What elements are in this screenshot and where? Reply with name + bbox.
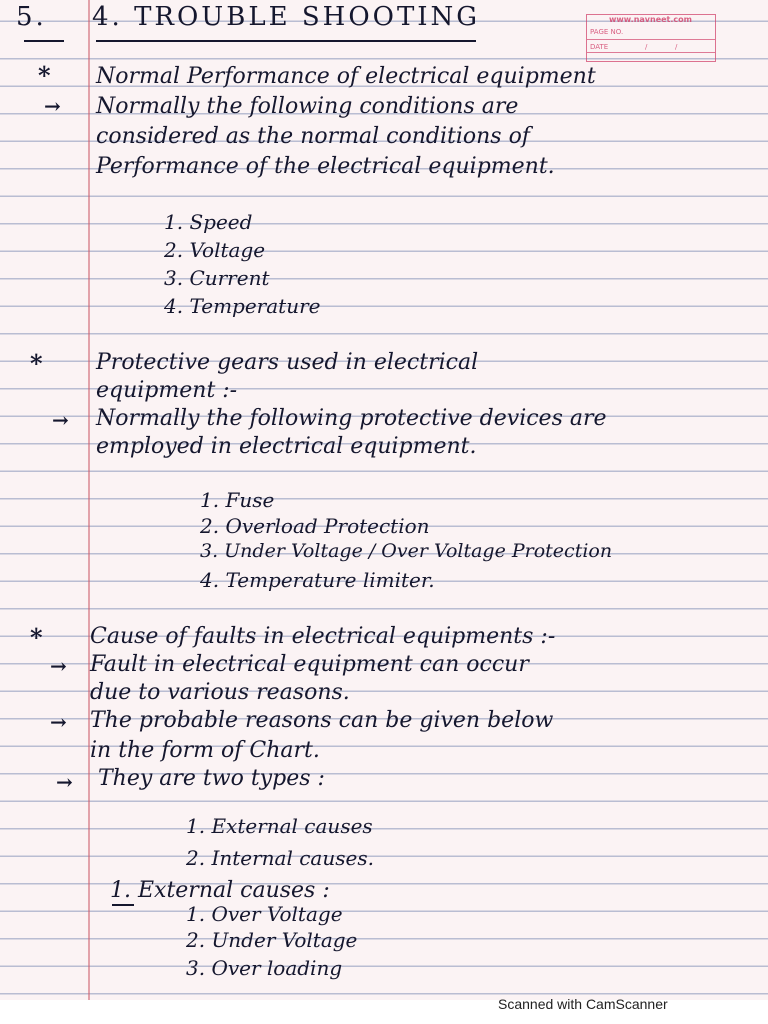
- section1-line-3: Performance of the electrical equipment.: [96, 154, 555, 179]
- arrow-bullet: →: [50, 710, 67, 734]
- section4-title: 1. External causes :: [110, 878, 330, 903]
- section2-item-4: 4. Temperature limiter.: [200, 568, 435, 592]
- stamp-page-no-label: PAGE NO.: [590, 28, 624, 36]
- section2-line-2: employed in electrical equipment.: [96, 434, 477, 459]
- arrow-bullet: →: [52, 408, 69, 432]
- section2-line-1: Normally the following protective devices are: [96, 406, 607, 431]
- section3-title: Cause of faults in electrical equipments :-: [90, 624, 556, 649]
- section4-item-1: 1. Over Voltage: [186, 902, 343, 926]
- section3-line-5: They are two types :: [98, 766, 325, 791]
- star-bullet: *: [30, 623, 43, 652]
- star-bullet: *: [38, 61, 51, 90]
- section2-title-line-1: Protective gears used in electrical: [96, 350, 479, 375]
- heading-underline-1: [24, 40, 64, 42]
- section1-line-1: Normally the following conditions are: [96, 94, 519, 119]
- section4-item-2: 2. Under Voltage: [186, 928, 358, 952]
- section3-line-4: in the form of Chart.: [90, 738, 320, 763]
- section2-title-line-2: equipment :-: [96, 378, 238, 403]
- star-bullet: *: [30, 349, 43, 378]
- section1-line-2: considered as the normal conditions of: [96, 124, 530, 149]
- section3-line-2: due to various reasons.: [90, 680, 350, 705]
- section2-item-3: 3. Under Voltage / Over Voltage Protection: [200, 540, 613, 562]
- section3-item-1: 1. External causes: [186, 814, 373, 838]
- arrow-bullet: →: [50, 654, 67, 678]
- heading-number: 5.: [16, 2, 47, 32]
- section1-title: Normal Performance of electrical equipment: [96, 64, 596, 89]
- section1-item-3: 3. Current: [164, 266, 270, 290]
- stamp-date-label: DATE: [590, 43, 609, 51]
- section1-item-2: 2. Voltage: [164, 238, 266, 262]
- section4-item-3: 3. Over loading: [186, 956, 343, 980]
- section3-item-2: 2. Internal causes.: [186, 846, 374, 870]
- stamp-url: www.navneet.com: [609, 15, 692, 24]
- arrow-bullet: →: [56, 770, 73, 794]
- section2-item-1: 1. Fuse: [200, 488, 275, 512]
- section1-item-1: 1. Speed: [164, 210, 253, 234]
- section4-underline: [112, 904, 134, 906]
- arrow-bullet: →: [44, 94, 61, 118]
- page-stamp: www.navneet.com PAGE NO. DATE / /: [586, 14, 716, 62]
- page-title: 4. TROUBLE SHOOTING: [92, 2, 481, 32]
- heading-underline-2: [96, 40, 476, 42]
- section1-item-4: 4. Temperature: [164, 294, 321, 318]
- margin-line: [88, 0, 90, 1000]
- section3-line-1: Fault in electrical equipment can occur: [90, 652, 529, 677]
- scanner-watermark: Scanned with CamScanner: [498, 996, 668, 1012]
- section3-line-3: The probable reasons can be given below: [90, 708, 554, 733]
- section2-item-2: 2. Overload Protection: [200, 514, 430, 538]
